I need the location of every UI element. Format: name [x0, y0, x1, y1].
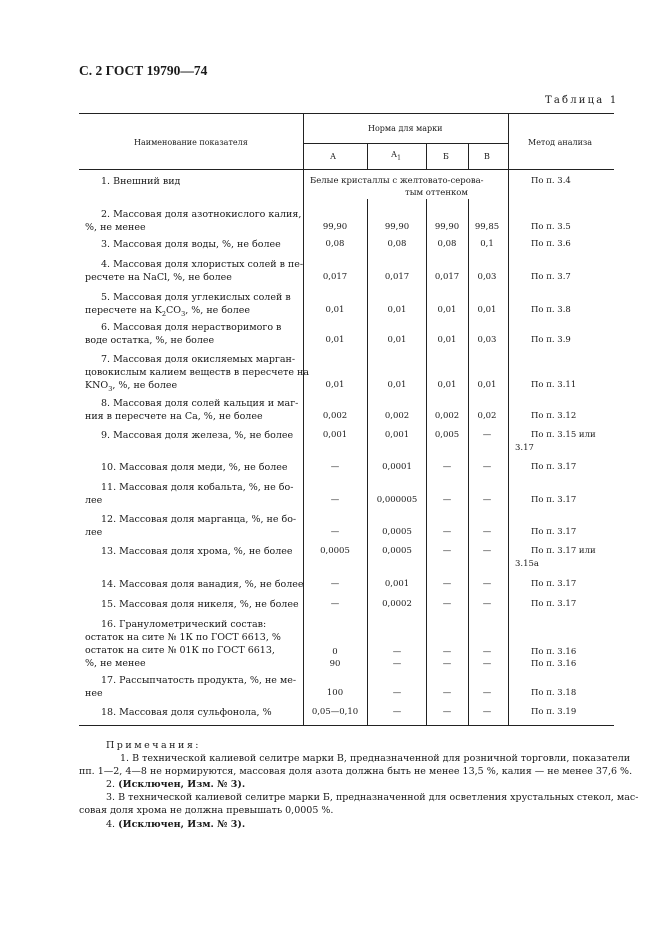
- row-name-line: 18. Массовая доля сульфонола, %: [101, 707, 272, 718]
- norm-value: 99,90: [384, 222, 410, 232]
- norm-value: 0,01: [477, 380, 497, 390]
- norm-value: —: [330, 495, 340, 505]
- norm-value: 0,01: [325, 335, 345, 345]
- norm-value: 99,90: [434, 222, 460, 232]
- page-header: С. 2 ГОСТ 19790—74: [79, 63, 208, 78]
- norm-value: —: [482, 495, 492, 505]
- row-name-line: нее: [85, 688, 103, 699]
- formula-subscript: 2: [161, 309, 167, 318]
- method-cell: По п. 3.17: [531, 462, 577, 472]
- method-cell: По п. 3.16: [531, 659, 577, 669]
- note-4-text: (Исключен, Изм. № 3).: [118, 819, 246, 830]
- merged-norm-line: Белые кристаллы с желтовато-серова-: [310, 176, 484, 186]
- col-header-name: Наименование показателя: [134, 138, 248, 147]
- note-2-text: (Исключен, Изм. № 3).: [118, 779, 246, 790]
- norm-value: —: [442, 579, 452, 589]
- method-cell: По п. 3.7: [531, 272, 571, 282]
- method-cell: По п. 3.9: [531, 335, 571, 345]
- table-label: Таблица 1: [545, 95, 619, 106]
- norm-value: 0,03: [477, 335, 497, 345]
- norm-value: 0,001: [384, 430, 410, 440]
- row-name-line: 16. Гранулометрический состав:: [101, 619, 267, 630]
- row-name-line: %, не менее: [85, 222, 146, 233]
- header-bottom-rule: [79, 169, 614, 170]
- method-cell: 3.17: [515, 443, 534, 453]
- method-cell: По п. 3.6: [531, 239, 571, 249]
- row-name-line: 3. Массовая доля воды, %, не более: [101, 239, 281, 250]
- formula-part: , %, не более: [112, 380, 178, 391]
- note-1-line-2: пп. 1—2, 4—8 не нормируются, массовая доля азота должна быть не менее 13,5 %, калия — не менее 37,6 %.: [79, 766, 633, 777]
- norm-value: 0,01: [437, 305, 457, 315]
- norm-value: —: [392, 647, 402, 657]
- norm-value: 0,0005: [320, 546, 350, 556]
- norm-value: 0,01: [325, 305, 345, 315]
- norm-value: —: [392, 659, 402, 669]
- norm-value: 0,017: [384, 272, 410, 282]
- norm-value: —: [482, 462, 492, 472]
- norm-value: 0: [332, 647, 338, 657]
- norm-value: —: [482, 647, 492, 657]
- norm-value: 0,002: [322, 411, 348, 421]
- method-cell: По п. 3.11: [531, 380, 577, 390]
- norm-value: 0,08: [325, 239, 345, 249]
- norm-value: —: [442, 546, 452, 556]
- grade-a1-letter: А: [391, 150, 398, 159]
- row-name-line: 1. Внешний вид: [101, 176, 181, 187]
- norm-value: 0,01: [387, 380, 407, 390]
- formula-part: KNO: [85, 380, 109, 391]
- col-rule-3: [426, 143, 427, 169]
- norm-value: —: [442, 688, 452, 698]
- formula-part: пересчете на K: [85, 305, 162, 316]
- grade-a1-sub: 1: [397, 154, 401, 162]
- col-header-grade-b: Б: [443, 152, 449, 161]
- row-name-line: лее: [85, 527, 103, 538]
- norm-value: 0,01: [437, 380, 457, 390]
- row-name-line: 5. Массовая доля углекислых солей в: [101, 292, 291, 303]
- norm-value: —: [442, 599, 452, 609]
- row-name-line: остаток на сите № 01К по ГОСТ 6613,: [85, 645, 275, 656]
- row-name-line: 15. Массовая доля никеля, %, не более: [101, 599, 299, 610]
- norm-value: 0,1: [480, 239, 494, 249]
- note-4-number: 4.: [106, 819, 116, 830]
- norm-value: 0,002: [384, 411, 410, 421]
- row-name-line: [85, 305, 250, 318]
- norm-value: 0,01: [387, 305, 407, 315]
- norm-value: —: [442, 527, 452, 537]
- norm-value: —: [482, 579, 492, 589]
- norm-value: —: [482, 527, 492, 537]
- norm-value: 0,001: [322, 430, 348, 440]
- formula-part: , %, не более: [185, 305, 251, 316]
- norm-value: 0,03: [477, 272, 497, 282]
- norm-value: 90: [329, 659, 341, 669]
- table-bottom-rule: [79, 725, 614, 726]
- norm-value: —: [442, 495, 452, 505]
- row-name-line: ния в пересчете на Ca, %, не более: [85, 411, 263, 422]
- norm-value: —: [330, 462, 340, 472]
- method-cell: По п. 3.17: [531, 599, 577, 609]
- method-cell: По п. 3.16: [531, 647, 577, 657]
- norm-value: —: [330, 599, 340, 609]
- row-name-line: цовокислым калием веществ в пересчете на: [85, 367, 310, 378]
- norm-value: 0,01: [325, 380, 345, 390]
- row-name-line: %, не менее: [85, 658, 146, 669]
- method-cell: По п. 3.12: [531, 411, 577, 421]
- col-header-norm: Норма для марки: [368, 124, 443, 133]
- formula-subscript: 3: [181, 309, 186, 318]
- col-header-grade-a1: [391, 150, 401, 162]
- norm-value: —: [482, 430, 492, 440]
- col-rule-2: [367, 143, 368, 169]
- norm-value: 0,0005: [382, 527, 412, 537]
- norm-value: —: [442, 647, 452, 657]
- method-cell: По п. 3.17: [531, 495, 577, 505]
- norm-value: 100: [326, 688, 344, 698]
- row-name-line: воде остатка, %, не более: [85, 335, 215, 346]
- norm-value: 0,01: [477, 305, 497, 315]
- row-name-line: 17. Рассыпчатость продукта, %, не ме-: [101, 675, 297, 686]
- note-2-number: 2.: [106, 779, 116, 790]
- method-cell: По п. 3.5: [531, 222, 571, 232]
- method-cell: По п. 3.19: [531, 707, 577, 717]
- merged-norm-line: тым оттенком: [405, 188, 469, 198]
- method-cell: По п. 3.17: [531, 527, 577, 537]
- norm-value: 0,0001: [382, 462, 412, 472]
- norm-value: —: [482, 688, 492, 698]
- row-name-line: 4. Массовая доля хлористых солей в пе-: [101, 259, 304, 270]
- norm-value: 0,08: [387, 239, 407, 249]
- norm-value: 0,002: [434, 411, 460, 421]
- method-cell: По п. 3.8: [531, 305, 571, 315]
- table-top-rule: [79, 113, 614, 114]
- norm-value: 0,0002: [382, 599, 412, 609]
- note-4: [106, 819, 245, 830]
- note-2: [106, 779, 245, 790]
- row-name-line: 12. Массовая доля марганца, %, не бо-: [101, 514, 297, 525]
- row-name-line: 8. Массовая доля солей кальция и маг-: [101, 398, 299, 409]
- norm-value: —: [482, 707, 492, 717]
- norm-value: —: [392, 688, 402, 698]
- col-header-grade-a: А: [330, 152, 337, 161]
- norm-value: —: [442, 707, 452, 717]
- norm-value: 0,017: [322, 272, 348, 282]
- norm-value: 0,005: [434, 430, 460, 440]
- row-name-line: [85, 380, 177, 393]
- row-name-line: 13. Массовая доля хрома, %, не более: [101, 546, 293, 557]
- note-1-line-1: 1. В технической калиевой селитре марки В, предназначенной для розничной торговли, показатели: [120, 753, 631, 764]
- row-name-line: 9. Массовая доля железа, %, не более: [101, 430, 294, 441]
- notes-title: Примечания:: [106, 740, 202, 751]
- row-name-line: 14. Массовая доля ванадия, %, не более: [101, 579, 304, 590]
- norm-value: 0,017: [434, 272, 460, 282]
- norm-header-rule: [303, 143, 508, 144]
- method-cell: По п. 3.15 или: [531, 430, 596, 440]
- row-name-line: 11. Массовая доля кобальта, %, не бо-: [101, 482, 294, 493]
- row-name-line: 2. Массовая доля азотнокислого калия,: [101, 209, 302, 220]
- norm-value: 0,05—0,10: [311, 707, 359, 717]
- row-name-line: ресчете на NaCl, %, не более: [85, 272, 232, 283]
- row-name-line: 10. Массовая доля меди, %, не более: [101, 462, 288, 473]
- norm-value: —: [482, 659, 492, 669]
- row-name-line: 7. Массовая доля окисляемых марган-: [101, 354, 296, 365]
- norm-value: 99,90: [322, 222, 348, 232]
- method-cell: По п. 3.18: [531, 688, 577, 698]
- note-3-line-2: совая доля хрома не должна превышать 0,0005 %.: [79, 805, 334, 816]
- norm-value: 0,01: [387, 335, 407, 345]
- norm-value: —: [482, 599, 492, 609]
- note-3-line-1: 3. В технической калиевой селитре марки Б, предназначенной для осветления хрустальных стекол, мас-: [106, 792, 639, 803]
- norm-value: 0,01: [437, 335, 457, 345]
- norm-value: —: [330, 579, 340, 589]
- method-cell: По п. 3.17: [531, 579, 577, 589]
- norm-value: —: [442, 462, 452, 472]
- norm-value: 0,0005: [382, 546, 412, 556]
- col-header-method: Метод анализа: [528, 138, 593, 147]
- norm-value: 99,85: [474, 222, 500, 232]
- col-header-grade-v: В: [484, 152, 490, 161]
- norm-value: —: [392, 707, 402, 717]
- norm-value: 0,02: [477, 411, 497, 421]
- formula-subscript: 3: [108, 384, 113, 393]
- norm-value: —: [330, 527, 340, 537]
- method-cell: По п. 3.4: [531, 176, 571, 186]
- formula-part: CO: [166, 305, 182, 316]
- row-name-line: остаток на сите № 1К по ГОСТ 6613, %: [85, 632, 281, 643]
- method-cell: 3.15а: [515, 559, 539, 569]
- method-cell: По п. 3.17 или: [531, 546, 596, 556]
- norm-value: 0,08: [437, 239, 457, 249]
- norm-value: —: [482, 546, 492, 556]
- norm-value: 0,000005: [376, 495, 418, 505]
- col-rule-4: [468, 143, 469, 169]
- row-name-line: 6. Массовая доля нерастворимого в: [101, 322, 282, 333]
- norm-value: 0,001: [384, 579, 410, 589]
- norm-value: —: [442, 659, 452, 669]
- row-name-line: лее: [85, 495, 103, 506]
